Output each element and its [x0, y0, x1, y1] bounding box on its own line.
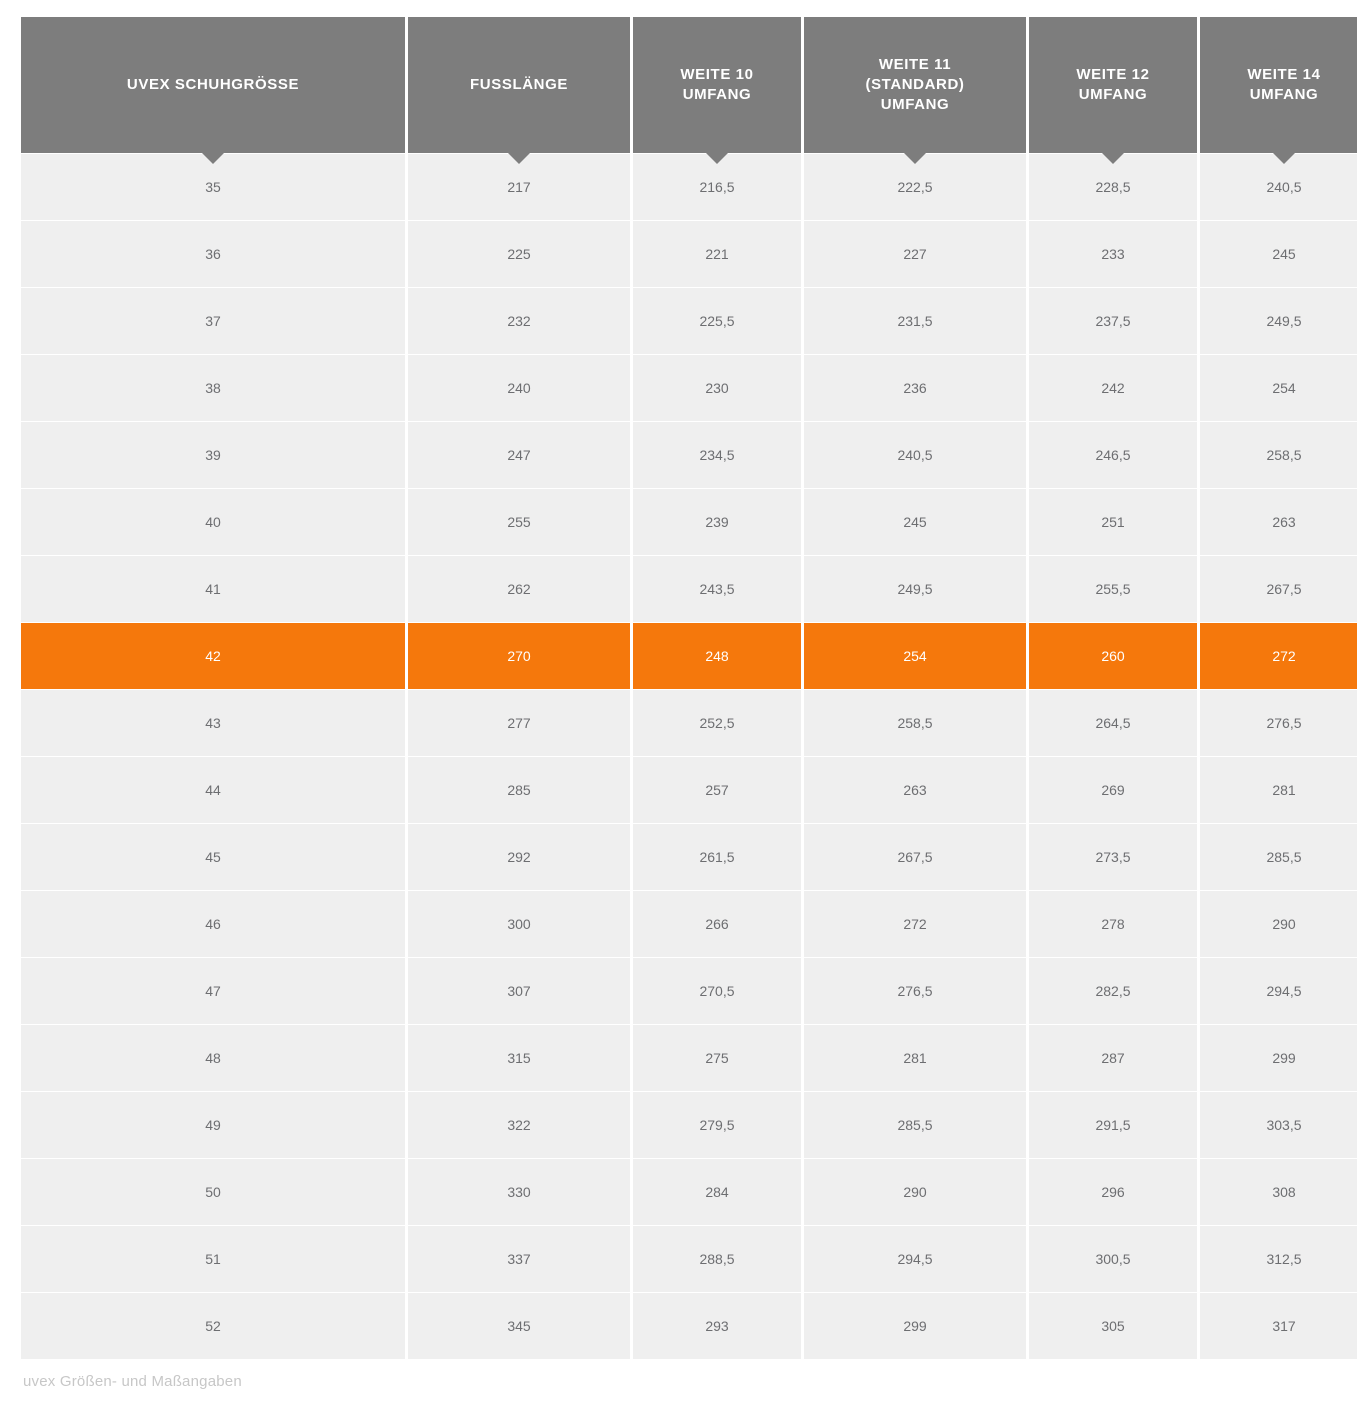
- column-header-4: [1029, 17, 1197, 153]
- column-header-line: UMFANG: [1078, 86, 1148, 103]
- cell-measure: 258,5: [1200, 422, 1357, 488]
- cell-measure: 240,5: [804, 422, 1026, 488]
- column-header-line: FUSSLÄNGE: [470, 75, 568, 93]
- cell-measure: 303,5: [1200, 1092, 1357, 1158]
- table-row: [21, 355, 1357, 421]
- header-arrow-icon: [1273, 153, 1295, 164]
- cell-measure: 221: [633, 221, 801, 287]
- table-row: [21, 1226, 1357, 1292]
- cell-measure: 249,5: [1200, 288, 1357, 354]
- cell-measure: 236: [804, 355, 1026, 421]
- column-header-line: WEITE 12: [1076, 65, 1150, 83]
- table-row: [21, 556, 1357, 622]
- cell-shoe-size: 49: [21, 1092, 405, 1158]
- cell-shoe-size: 43: [21, 690, 405, 756]
- column-header-line: UMFANG: [880, 96, 950, 114]
- cell-shoe-size: 51: [21, 1226, 405, 1292]
- column-header-line: (STANDARD): [865, 75, 965, 93]
- cell-measure: 285,5: [804, 1092, 1026, 1158]
- column-header-line: UMFANG: [1249, 86, 1319, 103]
- cell-measure: 288,5: [633, 1226, 801, 1292]
- cell-measure: 292: [408, 824, 630, 890]
- column-header-line: WEITE 11: [878, 55, 952, 73]
- table-row: [21, 1293, 1357, 1359]
- cell-measure: 293: [633, 1293, 801, 1359]
- cell-measure: 294,5: [1200, 958, 1357, 1024]
- cell-measure: 245: [804, 489, 1026, 555]
- cell-measure: 270,5: [633, 958, 801, 1024]
- cell-measure: 234,5: [633, 422, 801, 488]
- cell-measure: 281: [1200, 757, 1357, 823]
- column-header-5: [1200, 17, 1357, 153]
- table-row: [21, 958, 1357, 1024]
- cell-measure: 243,5: [633, 556, 801, 622]
- table-row: [21, 1092, 1357, 1158]
- cell-measure: 281: [804, 1025, 1026, 1091]
- cell-measure: 307: [408, 958, 630, 1024]
- cell-measure: 254: [1200, 355, 1357, 421]
- cell-measure: 267,5: [1200, 556, 1357, 622]
- cell-measure: 255,5: [1029, 556, 1197, 622]
- header-row: [21, 17, 1357, 153]
- cell-measure: 240: [408, 355, 630, 421]
- cell-shoe-size: 48: [21, 1025, 405, 1091]
- table-row: [21, 1159, 1357, 1225]
- column-header-0: [21, 17, 405, 153]
- cell-measure: 258,5: [804, 690, 1026, 756]
- cell-shoe-size: 41: [21, 556, 405, 622]
- table-body: [21, 154, 1357, 1359]
- cell-shoe-size: 52: [21, 1293, 405, 1359]
- cell-measure: 270: [408, 623, 630, 689]
- header-arrow-icon: [1102, 153, 1124, 164]
- header-arrow-icon: [202, 153, 224, 164]
- cell-measure: 225,5: [633, 288, 801, 354]
- table-row: [21, 288, 1357, 354]
- cell-measure: 237,5: [1029, 288, 1197, 354]
- cell-measure: 240,5: [1200, 154, 1357, 220]
- cell-measure: 269: [1029, 757, 1197, 823]
- cell-measure: 231,5: [804, 288, 1026, 354]
- table-row: [21, 422, 1357, 488]
- cell-measure: 300,5: [1029, 1226, 1197, 1292]
- table-row: [21, 824, 1357, 890]
- cell-measure: 345: [408, 1293, 630, 1359]
- cell-measure: 239: [633, 489, 801, 555]
- column-header-line: WEITE 10: [680, 65, 754, 83]
- cell-measure: 275: [633, 1025, 801, 1091]
- cell-measure: 267,5: [804, 824, 1026, 890]
- cell-measure: 282,5: [1029, 958, 1197, 1024]
- table-row: [21, 623, 1357, 689]
- column-header-line: UVEX SCHUHGRÖSSE: [126, 75, 300, 93]
- cell-shoe-size: 47: [21, 958, 405, 1024]
- cell-shoe-size: 38: [21, 355, 405, 421]
- cell-measure: 217: [408, 154, 630, 220]
- cell-measure: 260: [1029, 623, 1197, 689]
- cell-measure: 299: [804, 1293, 1026, 1359]
- cell-measure: 284: [633, 1159, 801, 1225]
- cell-measure: 254: [804, 623, 1026, 689]
- table-row: [21, 221, 1357, 287]
- cell-measure: 285: [408, 757, 630, 823]
- cell-measure: 296: [1029, 1159, 1197, 1225]
- table-header: [21, 17, 1357, 153]
- cell-measure: 266: [633, 891, 801, 957]
- cell-measure: 252,5: [633, 690, 801, 756]
- cell-measure: 278: [1029, 891, 1197, 957]
- cell-measure: 322: [408, 1092, 630, 1158]
- column-header-line: UMFANG: [682, 86, 752, 103]
- cell-measure: 317: [1200, 1293, 1357, 1359]
- cell-measure: 287: [1029, 1025, 1197, 1091]
- cell-measure: 299: [1200, 1025, 1357, 1091]
- cell-shoe-size: 40: [21, 489, 405, 555]
- cell-measure: 279,5: [633, 1092, 801, 1158]
- cell-shoe-size: 35: [21, 154, 405, 220]
- cell-shoe-size: 44: [21, 757, 405, 823]
- cell-measure: 273,5: [1029, 824, 1197, 890]
- cell-shoe-size: 36: [21, 221, 405, 287]
- cell-measure: 277: [408, 690, 630, 756]
- cell-measure: 300: [408, 891, 630, 957]
- table-row: [21, 489, 1357, 555]
- cell-measure: 315: [408, 1025, 630, 1091]
- cell-measure: 232: [408, 288, 630, 354]
- table-row: [21, 690, 1357, 756]
- cell-measure: 227: [804, 221, 1026, 287]
- header-arrow-icon: [904, 153, 926, 164]
- cell-measure: 308: [1200, 1159, 1357, 1225]
- header-arrow-icon: [508, 153, 530, 164]
- cell-measure: 294,5: [804, 1226, 1026, 1292]
- cell-measure: 263: [1200, 489, 1357, 555]
- cell-measure: 276,5: [804, 958, 1026, 1024]
- header-arrow-icon: [706, 153, 728, 164]
- cell-measure: 276,5: [1200, 690, 1357, 756]
- table-row: [21, 1025, 1357, 1091]
- cell-measure: 263: [804, 757, 1026, 823]
- cell-measure: 290: [1200, 891, 1357, 957]
- cell-measure: 230: [633, 355, 801, 421]
- column-header-line: WEITE 14: [1247, 65, 1321, 83]
- cell-measure: 272: [804, 891, 1026, 957]
- cell-shoe-size: 39: [21, 422, 405, 488]
- cell-measure: 312,5: [1200, 1226, 1357, 1292]
- cell-measure: 257: [633, 757, 801, 823]
- cell-measure: 251: [1029, 489, 1197, 555]
- cell-measure: 225: [408, 221, 630, 287]
- cell-shoe-size: 42: [21, 623, 405, 689]
- column-header-3: [804, 17, 1026, 153]
- cell-measure: 330: [408, 1159, 630, 1225]
- column-header-2: [633, 17, 801, 153]
- cell-measure: 261,5: [633, 824, 801, 890]
- cell-measure: 305: [1029, 1293, 1197, 1359]
- cell-shoe-size: 50: [21, 1159, 405, 1225]
- cell-measure: 216,5: [633, 154, 801, 220]
- table-caption: uvex Größen- und Maßangaben: [23, 1373, 242, 1390]
- cell-measure: 246,5: [1029, 422, 1197, 488]
- cell-measure: 337: [408, 1226, 630, 1292]
- cell-measure: 285,5: [1200, 824, 1357, 890]
- cell-measure: 291,5: [1029, 1092, 1197, 1158]
- cell-measure: 264,5: [1029, 690, 1197, 756]
- cell-measure: 248: [633, 623, 801, 689]
- table-row: [21, 757, 1357, 823]
- column-header-1: [408, 17, 630, 153]
- cell-measure: 255: [408, 489, 630, 555]
- cell-shoe-size: 45: [21, 824, 405, 890]
- cell-measure: 247: [408, 422, 630, 488]
- cell-measure: 222,5: [804, 154, 1026, 220]
- table-row: [21, 891, 1357, 957]
- cell-shoe-size: 46: [21, 891, 405, 957]
- cell-measure: 233: [1029, 221, 1197, 287]
- cell-measure: 249,5: [804, 556, 1026, 622]
- cell-measure: 272: [1200, 623, 1357, 689]
- cell-shoe-size: 37: [21, 288, 405, 354]
- cell-measure: 290: [804, 1159, 1026, 1225]
- cell-measure: 245: [1200, 221, 1357, 287]
- cell-measure: 262: [408, 556, 630, 622]
- cell-measure: 228,5: [1029, 154, 1197, 220]
- cell-measure: 242: [1029, 355, 1197, 421]
- uvex-size-table: [18, 16, 1357, 1360]
